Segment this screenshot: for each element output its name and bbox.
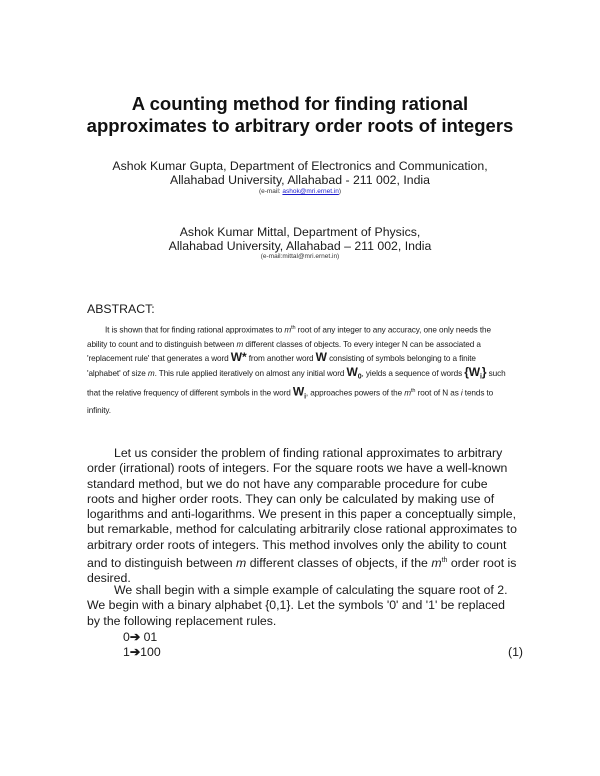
author-2-email: (e-mail:mittal@mri.ernet.in): [260, 253, 340, 260]
author-2: [0, 225, 600, 253]
body-paragraph-1: Let us consider the problem of finding rational approximates to arbitrary order (irrational) roots of integers. For the square roots we have a well-known standard method, but we do not have any comparable procedure for cube roots and higher order roots. They can only be calculated by making use of logarithms and anti-logarithms. We present in this paper a conceptually simple, but remarkable, method for calculating arbitrarily close rational approximates to arbitrary order roots of integers. This method involves only the ability to count and to distinguish between m different classes of objects, if the $m^{th}$ order root is desired.: [87, 446, 517, 586]
abstract-text: It is shown that for finding rational approximates to $m^{th}$ root of any integer to any accuracy, one only needs the ability to count and to distinguish between m different classes of objects. To every integer N can be associated a 'replacement rule' that generates a word W* from another word W consisting of symbols belonging to a finite 'alphabet' of size m. This rule applied iteratively on almost any initial word $W_0$, yields a sequence of words $\{W_i\}$ such that the relative frequency of different symbols in the word $W_i$, approaches powers of the $m^{th}$ root of N as i tends to infinity.: [87, 325, 506, 415]
body-paragraph-2: We shall begin with a simple example of calculating the square root of 2. We begin with a binary alphabet {0,1}. Let the symbols '0' and '1' be replaced by the following replacement rules.: [87, 583, 508, 628]
author-2-affiliation: Ashok Kumar Mittal, Department of Physics,: [179, 225, 421, 239]
author-2-address: Allahabad University, Allahabad – 211 002, India: [168, 239, 432, 253]
title-line-2: approximates to arbitrary order roots of integers: [86, 115, 514, 136]
paper-title: [0, 93, 600, 137]
author-1-address: Allahabad University, Allahabad - 211 002, India: [170, 173, 430, 187]
arrow-right-icon: ➔: [129, 630, 141, 644]
rule-0: 0➔ 01: [123, 630, 158, 644]
equation-number: (1): [508, 645, 524, 659]
author-1-email: (e-mail: ashok@mri.ernet.in): [258, 188, 342, 195]
rule-1: 1➔100: [123, 645, 161, 659]
arrow-right-icon: ➔: [129, 645, 141, 659]
author-1-email-link[interactable]: ashok@mri.ernet.in: [282, 188, 339, 195]
author-1-affiliation: Ashok Kumar Gupta, Department of Electronics and Communication,: [112, 159, 488, 173]
replacement-rules: [123, 630, 161, 660]
abstract-heading: ABSTRACT:: [87, 302, 155, 316]
author-1: [0, 159, 600, 187]
title-line-1: A counting method for finding rational: [131, 93, 469, 114]
